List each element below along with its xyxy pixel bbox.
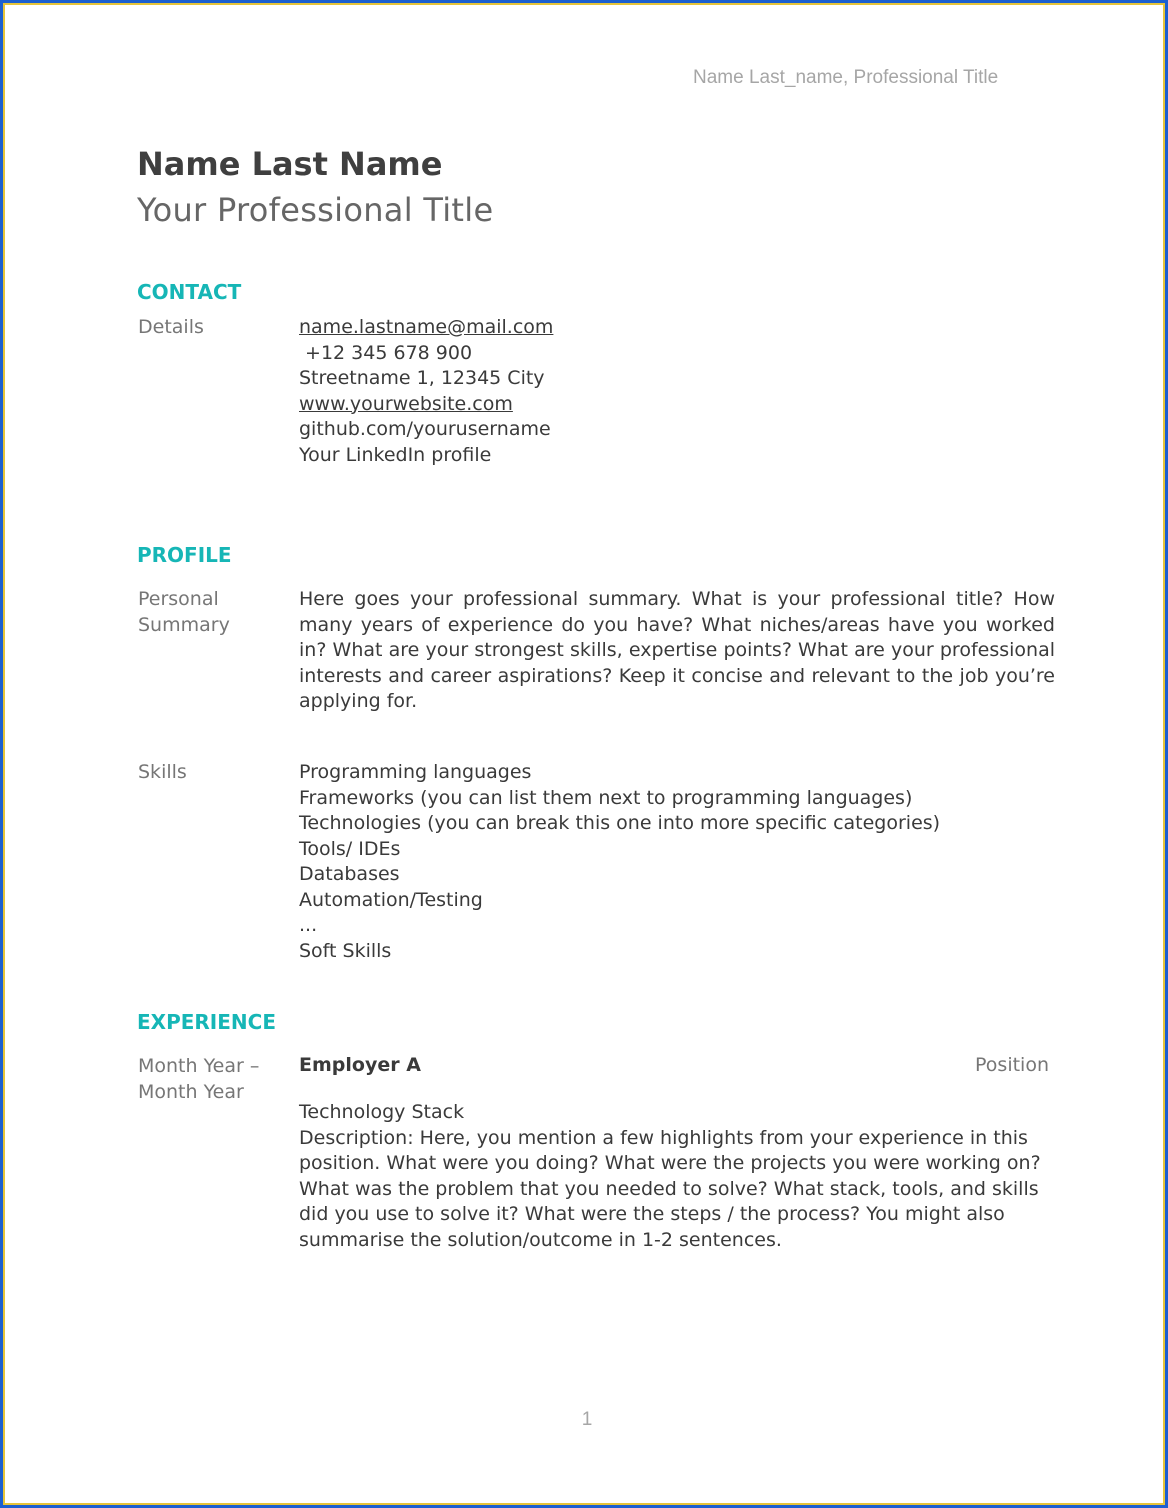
skills-list [299,760,1055,964]
skill-item: Tools/ IDEs [299,837,401,860]
technology-stack: Technology Stack [299,1101,465,1123]
personal-summary-label-line-2: Summary [138,613,230,636]
employer-name: Employer A [299,1054,421,1076]
email-link[interactable]: name.lastname@mail.com [299,316,554,338]
personal-summary-label-line-1: Personal [138,588,219,610]
skills-label: Skills [138,761,187,783]
skill-item: Technologies (you can break this one into more specific categories) [299,812,941,834]
contact-heading: CONTACT [137,280,242,304]
skill-item: Programming languages [299,761,532,783]
contact-details-label: Details [138,316,204,338]
github-profile: github.com/yourusername [299,418,551,440]
phone-number: +12 345 678 900 [299,341,473,364]
running-header: Name Last_name, Professional Title [693,67,999,88]
position-title: Position [975,1054,1049,1076]
personal-summary-label [138,587,288,638]
experience-dates [138,1054,293,1105]
date-end: Month Year [138,1080,244,1103]
contact-details [299,315,1055,468]
experience-body [299,1100,1055,1253]
personal-summary-text: Here goes your professional summary. What is your professional title? How many years of experience do you have? What niches/areas have you worked in? What are your strongest skills, expertise points? What are your professional interests and career aspirations? Keep it concise and relevant to the job you’re applying for. [299,588,1055,712]
date-start: Month Year – [138,1055,260,1077]
candidate-name: Name Last Name [137,145,443,183]
experience-heading: EXPERIENCE [137,1010,276,1034]
profile-heading: PROFILE [137,543,232,567]
skill-item: Soft Skills [299,939,392,962]
address: Streetname 1, 12345 City [299,367,545,389]
skill-item: Automation/Testing [299,888,483,911]
skill-item: ... [299,914,318,936]
experience-description: Description: Here, you mention a few highlights from your experience in this position. What were you doing? What were the projects you were working on? What was the problem that you needed to solve? What stack, tools, and skills did you use to solve it? What were the steps / the process? You might also summarise the solution/outcome in 1-2 sentences. [299,1126,1041,1251]
page-number: 1 [581,1409,593,1430]
skill-item: Frameworks (you can list them next to programming languages) [299,786,913,809]
linkedin-profile: Your LinkedIn profile [299,443,492,466]
professional-title: Your Professional Title [137,191,494,229]
skill-item: Databases [299,863,400,885]
website-link[interactable]: www.yourwebsite.com [299,392,513,415]
